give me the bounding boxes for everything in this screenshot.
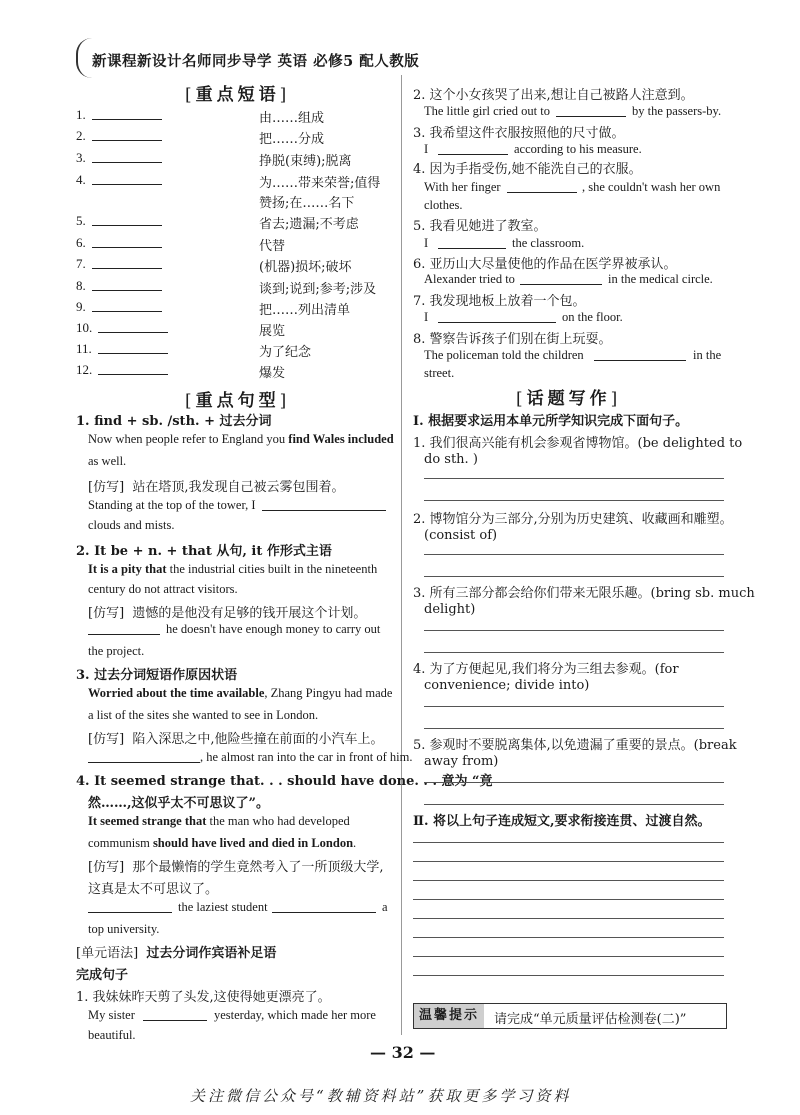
- grammar-q5-cn: 5. 我看见她进了教室。: [413, 219, 547, 234]
- imitate-1: [仿写] 站在塔顶,我发现自己被云雾包围着。: [88, 480, 345, 495]
- phrase-meaning: 把……列出清单: [259, 303, 351, 318]
- grammar-q2-blank[interactable]: [556, 104, 626, 117]
- example-4: It seemed strange that the man who had developed: [88, 814, 350, 828]
- grammar-q3-cn: 3. 我希望这件衣服按照他的尺寸做。: [413, 126, 625, 141]
- phrase-meaning: 把……分成: [259, 132, 325, 147]
- essay-line[interactable]: [413, 880, 724, 881]
- grammar-q8-blank[interactable]: [594, 348, 686, 361]
- writing-q4-line-1[interactable]: [424, 706, 724, 707]
- sentence-pattern-2: 2. It be + n. + that 从句, it 作形式主语: [76, 544, 332, 559]
- essay-line[interactable]: [413, 956, 724, 957]
- sentence-pattern-1: 1. find + sb. /sth. + 过去分词: [76, 414, 272, 429]
- example-1: Now when people refer to England you find Wales included: [88, 432, 394, 446]
- sentence-pattern-4: 4. It seemed strange that. . . should have done. . . 意为 “竟: [76, 774, 493, 789]
- phrase-meaning: 爆发: [259, 366, 286, 381]
- grammar-q1-en-c: beautiful.: [88, 1028, 136, 1042]
- grammar-q4-en-b: , she couldn't wash her own: [582, 180, 721, 194]
- section-title-sentences: [重点句型]: [185, 391, 291, 411]
- essay-line[interactable]: [413, 937, 724, 938]
- phrase-blank[interactable]: [98, 341, 168, 354]
- writing-q5-cont: away from): [424, 754, 499, 769]
- imitate-2: [仿写] 遗憾的是他没有足够的钱开展这个计划。: [88, 606, 367, 621]
- phrase-blank[interactable]: [92, 299, 162, 312]
- phrase-meaning: 谈到;说到;参考;涉及: [259, 282, 377, 297]
- phrase-meaning: 为……带来荣誉;值得: [259, 176, 381, 191]
- writing-q2-line-1[interactable]: [424, 554, 724, 555]
- essay-line[interactable]: [413, 975, 724, 976]
- phrase-number: 4.: [76, 172, 86, 187]
- answer-blank-2[interactable]: [88, 622, 160, 635]
- answer-1: Standing at the top of the tower, I: [88, 498, 256, 512]
- writing-q4: 4. 为了方便起见,我们将分为三组去参观。(for: [413, 662, 679, 677]
- phrase-meaning: 为了纪念: [259, 345, 312, 360]
- grammar-q4-en-c: clothes.: [424, 198, 463, 212]
- phrase-number: 5.: [76, 213, 86, 228]
- phrase-blank[interactable]: [92, 107, 162, 120]
- grammar-q6-blank[interactable]: [520, 272, 602, 285]
- grammar-q7-blank[interactable]: [438, 310, 556, 323]
- tip-text: 请完成“单元质量评估检测卷(二)”: [494, 1012, 687, 1027]
- grammar-q6-cn: 6. 亚历山大尽量使他的作品在医学界被承认。: [413, 257, 677, 272]
- writing-q4-line-2[interactable]: [424, 728, 724, 729]
- complete-sentences-label: 完成句子: [76, 968, 129, 983]
- grammar-q3-en: I: [424, 142, 429, 156]
- writing-q2-line-2[interactable]: [424, 576, 724, 577]
- book-title: 新课程新设计名师同步导学 英语 必修5 配人教版: [92, 53, 420, 70]
- answer-2: he doesn't have enough money to carry out: [166, 622, 381, 636]
- answer-4-cont: top university.: [88, 922, 160, 936]
- grammar-q5-en-b: the classroom.: [512, 236, 585, 250]
- grammar-q4-cn: 4. 因为手指受伤,她不能洗自己的衣服。: [413, 162, 642, 177]
- writing-q5-line-2[interactable]: [424, 804, 724, 805]
- answer-1-cont: clouds and mists.: [88, 518, 175, 532]
- answer-2-cont: the project.: [88, 644, 145, 658]
- grammar-q2-en-b: by the passers-by.: [632, 104, 722, 118]
- example-2-cont: century do not attract visitors.: [88, 582, 238, 596]
- phrase-blank[interactable]: [92, 150, 162, 163]
- writing-part1-heading: Ⅰ. 根据要求运用本单元所学知识完成下面句子。: [413, 414, 689, 429]
- phrase-blank[interactable]: [98, 362, 168, 375]
- grammar-q3-en-b: according to his measure.: [514, 142, 642, 156]
- writing-q3: 3. 所有三部分都会给你们带来无限乐趣。(bring sb. much: [413, 586, 755, 601]
- writing-q3-cont: delight): [424, 602, 476, 617]
- writing-q1: 1. 我们很高兴能有机会参观省博物馆。(be delighted to: [413, 436, 743, 451]
- answer-blank-3[interactable]: [88, 750, 200, 763]
- writing-q4-cont: convenience; divide into): [424, 678, 590, 693]
- example-3: Worried about the time available, Zhang Pingyu had made: [88, 686, 393, 700]
- example-3-cont: a list of the sites she wanted to see in London.: [88, 708, 319, 722]
- phrase-number: 12.: [76, 362, 93, 377]
- answer-3: , he almost ran into the car in front of him.: [200, 750, 413, 764]
- phrase-blank[interactable]: [92, 172, 162, 185]
- phrase-number: 9.: [76, 299, 86, 314]
- header-decoration: [76, 38, 92, 78]
- writing-q5-line-1[interactable]: [424, 782, 724, 783]
- phrase-blank[interactable]: [92, 213, 162, 226]
- tip-label: 温馨提示: [414, 1004, 484, 1028]
- example-2: It is a pity that the industrial cities built in the nineteenth: [88, 562, 378, 576]
- grammar-q6-en: Alexander tried to: [424, 272, 515, 286]
- imitate-3: [仿写] 陷入深思之中,他险些撞在前面的小汽车上。: [88, 732, 384, 747]
- answer-4: the laziest student: [178, 900, 268, 914]
- footer-note: 关注微信公众号“教辅资料站”获取更多学习资料: [190, 1087, 572, 1105]
- imitate-4: [仿写] 那个最懒惰的学生竟然考入了一所顶级大学,: [88, 860, 384, 875]
- phrase-meaning-cont: 赞扬;在……名下: [259, 196, 355, 211]
- phrase-blank[interactable]: [92, 235, 162, 248]
- phrase-number: 8.: [76, 278, 86, 293]
- writing-q1-cont: do sth. ): [424, 452, 478, 467]
- essay-line[interactable]: [413, 918, 724, 919]
- grammar-q3-blank[interactable]: [438, 142, 508, 155]
- phrase-number: 10.: [76, 320, 93, 335]
- phrase-meaning: 省去;遗漏;不考虑: [259, 217, 359, 232]
- section-title-phrases: [重点短语]: [185, 85, 291, 105]
- writing-q2: 2. 博物馆分为三部分,分别为历史建筑、收藏画和雕塑。: [413, 512, 733, 527]
- phrase-number: 1.: [76, 107, 86, 122]
- grammar-heading: [单元语法] 过去分词作宾语补足语: [76, 946, 277, 961]
- sentence-pattern-4-cont: 然……,这似乎太不可思议了”。: [88, 796, 270, 811]
- writing-q1-line-1[interactable]: [424, 478, 724, 479]
- grammar-q1-cn: 1. 我妹妹昨天剪了头发,这使得她更漂亮了。: [76, 990, 331, 1005]
- page-number: — 32 —: [370, 1043, 436, 1062]
- writing-q3-line-2[interactable]: [424, 652, 724, 653]
- writing-q5: 5. 参观时不要脱离集体,以免遗漏了重要的景点。(break: [413, 738, 737, 753]
- grammar-q8-cn: 8. 警察告诉孩子们别在街上玩耍。: [413, 332, 612, 347]
- grammar-q7-cn: 7. 我发现地板上放着一个包。: [413, 294, 586, 309]
- grammar-q7-en: I: [424, 310, 429, 324]
- answer-blank-4b[interactable]: [272, 900, 376, 913]
- phrase-blank[interactable]: [92, 128, 162, 141]
- writing-q3-line-1[interactable]: [424, 630, 724, 631]
- phrase-number: 6.: [76, 235, 86, 250]
- writing-q1-line-2[interactable]: [424, 500, 724, 501]
- grammar-q2-en: The little girl cried out to: [424, 104, 551, 118]
- essay-line[interactable]: [413, 842, 724, 843]
- grammar-q4-en: With her finger: [424, 180, 501, 194]
- phrase-number: 11.: [76, 341, 92, 356]
- phrase-meaning: 由……组成: [259, 111, 325, 126]
- grammar-q6-en-b: in the medical circle.: [608, 272, 713, 286]
- phrase-meaning: (机器)损坏;破坏: [259, 260, 352, 275]
- phrase-meaning: 代替: [259, 239, 286, 254]
- answer-4-a: a: [382, 900, 388, 914]
- phrase-meaning: 展览: [259, 324, 286, 339]
- writing-part2-heading: Ⅱ. 将以上句子连成短文,要求衔接连贯、过渡自然。: [413, 814, 711, 829]
- phrase-blank[interactable]: [92, 256, 162, 269]
- phrase-number: 7.: [76, 256, 86, 271]
- phrase-number: 3.: [76, 150, 86, 165]
- section-title-writing: [话题写作]: [516, 389, 622, 409]
- tip-box: [413, 1003, 727, 1029]
- grammar-q5-blank[interactable]: [438, 236, 506, 249]
- grammar-q4-blank[interactable]: [507, 180, 577, 193]
- grammar-q1-en: My sister: [88, 1008, 135, 1022]
- grammar-q5-en: I: [424, 236, 429, 250]
- example-4-cont: communism should have lived and died in London.: [88, 836, 357, 850]
- sentence-pattern-3: 3. 过去分词短语作原因状语: [76, 668, 238, 683]
- grammar-q1-en-b: yesterday, which made her more: [214, 1008, 376, 1022]
- grammar-q8-en-b: in the: [693, 348, 722, 362]
- example-1-cont: as well.: [88, 454, 127, 468]
- phrase-number: 2.: [76, 128, 86, 143]
- phrase-blank[interactable]: [92, 278, 162, 291]
- grammar-q2-cn: 2. 这个小女孩哭了出来,想让自己被路人注意到。: [413, 88, 694, 103]
- phrase-meaning: 挣脱(束缚);脱离: [259, 154, 352, 169]
- essay-line[interactable]: [413, 899, 724, 900]
- essay-line[interactable]: [413, 861, 724, 862]
- grammar-q7-en-b: on the floor.: [562, 310, 623, 324]
- answer-blank-1[interactable]: [262, 498, 386, 511]
- writing-q2-cont: (consist of): [424, 528, 498, 543]
- grammar-q8-en-c: street.: [424, 366, 455, 380]
- column-divider: [401, 75, 402, 1035]
- imitate-4-cont: 这真是太不可思议了。: [88, 882, 219, 897]
- phrase-blank[interactable]: [98, 320, 168, 333]
- grammar-q8-en: The policeman told the children: [424, 348, 584, 362]
- grammar-q1-blank[interactable]: [143, 1008, 207, 1021]
- answer-blank-4a[interactable]: [88, 900, 172, 913]
